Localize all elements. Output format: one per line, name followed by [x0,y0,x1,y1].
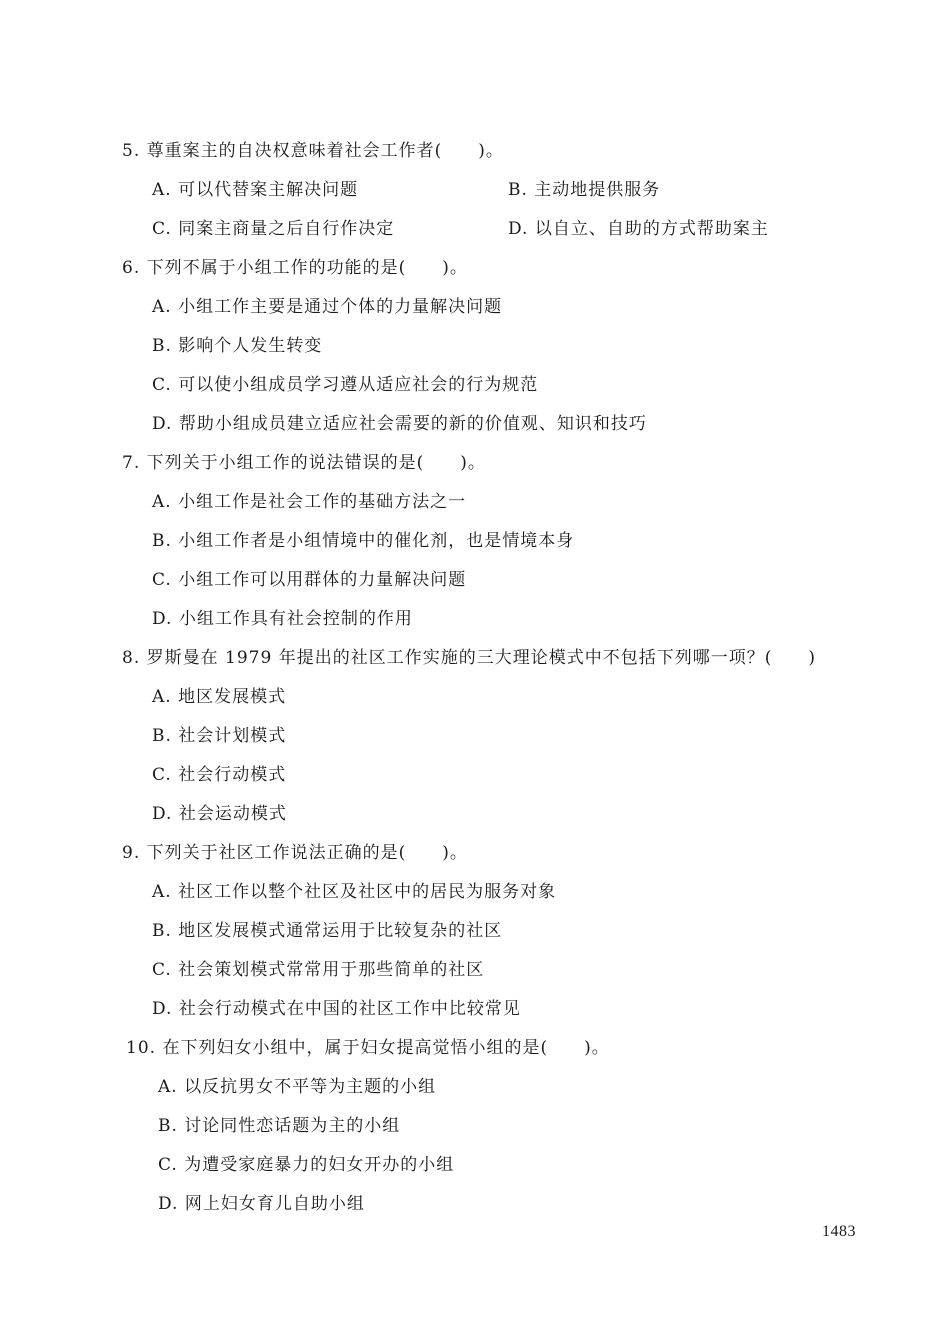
question-9-stem: 9. 下列关于社区工作说法正确的是( )。 [122,843,468,863]
question-10-stem: 10. 在下列妇女小组中，属于妇女提高觉悟小组的是( )。 [126,1038,610,1058]
page-number: 1483 [822,1223,856,1240]
question-8-stem: 8. 罗斯曼在 1979 年提出的社区工作实施的三大理论模式中不包括下列哪一项？( ) [122,648,816,668]
question-7-option-a: A. 小组工作是社会工作的基础方法之一 [152,492,467,512]
question-8-option-d: D. 社会运动模式 [152,804,287,824]
question-7-option-b: B. 小组工作者是小组情境中的催化剂，也是情境本身 [152,531,575,551]
question-10-option-d: D. 网上妇女育儿自助小组 [158,1194,365,1214]
question-5-option-c: C. 同案主商量之后自行作决定 [152,219,395,239]
question-9-option-b: B. 地区发展模式通常运用于比较复杂的社区 [152,921,503,941]
question-6-option-a: A. 小组工作主要是通过个体的力量解决问题 [152,297,503,317]
question-5-option-d: D. 以自立、自助的方式帮助案主 [508,219,769,239]
question-7-option-c: C. 小组工作可以用群体的力量解决问题 [152,570,467,590]
question-5-option-a: A. 可以代替案主解决问题 [152,180,359,200]
question-9-option-a: A. 社区工作以整个社区及社区中的居民为服务对象 [152,882,557,902]
question-8-option-c: C. 社会行动模式 [152,765,287,785]
question-7-stem: 7. 下列关于小组工作的说法错误的是( )。 [122,453,486,473]
question-6-option-c: C. 可以使小组成员学习遵从适应社会的行为规范 [152,375,539,395]
question-6-stem: 6. 下列不属于小组工作的功能的是( )。 [122,258,468,278]
question-8-option-b: B. 社会计划模式 [152,726,287,746]
question-5-option-b: B. 主动地提供服务 [508,180,661,200]
question-10-option-c: C. 为遭受家庭暴力的妇女开办的小组 [158,1155,455,1175]
question-6-option-b: B. 影响个人发生转变 [152,336,323,356]
question-6-option-d: D. 帮助小组成员建立适应社会需要的新的价值观、知识和技巧 [152,414,647,434]
question-9-option-c: C. 社会策划模式常常用于那些简单的社区 [152,960,485,980]
question-8-option-a: A. 地区发展模式 [152,687,287,707]
question-7-option-d: D. 小组工作具有社会控制的作用 [152,609,413,629]
question-9-option-d: D. 社会行动模式在中国的社区工作中比较常见 [152,999,521,1019]
question-10-option-b: B. 讨论同性恋话题为主的小组 [158,1116,401,1136]
question-10-option-a: A. 以反抗男女不平等为主题的小组 [158,1077,437,1097]
question-5-stem: 5. 尊重案主的自决权意味着社会工作者( )。 [122,141,504,161]
